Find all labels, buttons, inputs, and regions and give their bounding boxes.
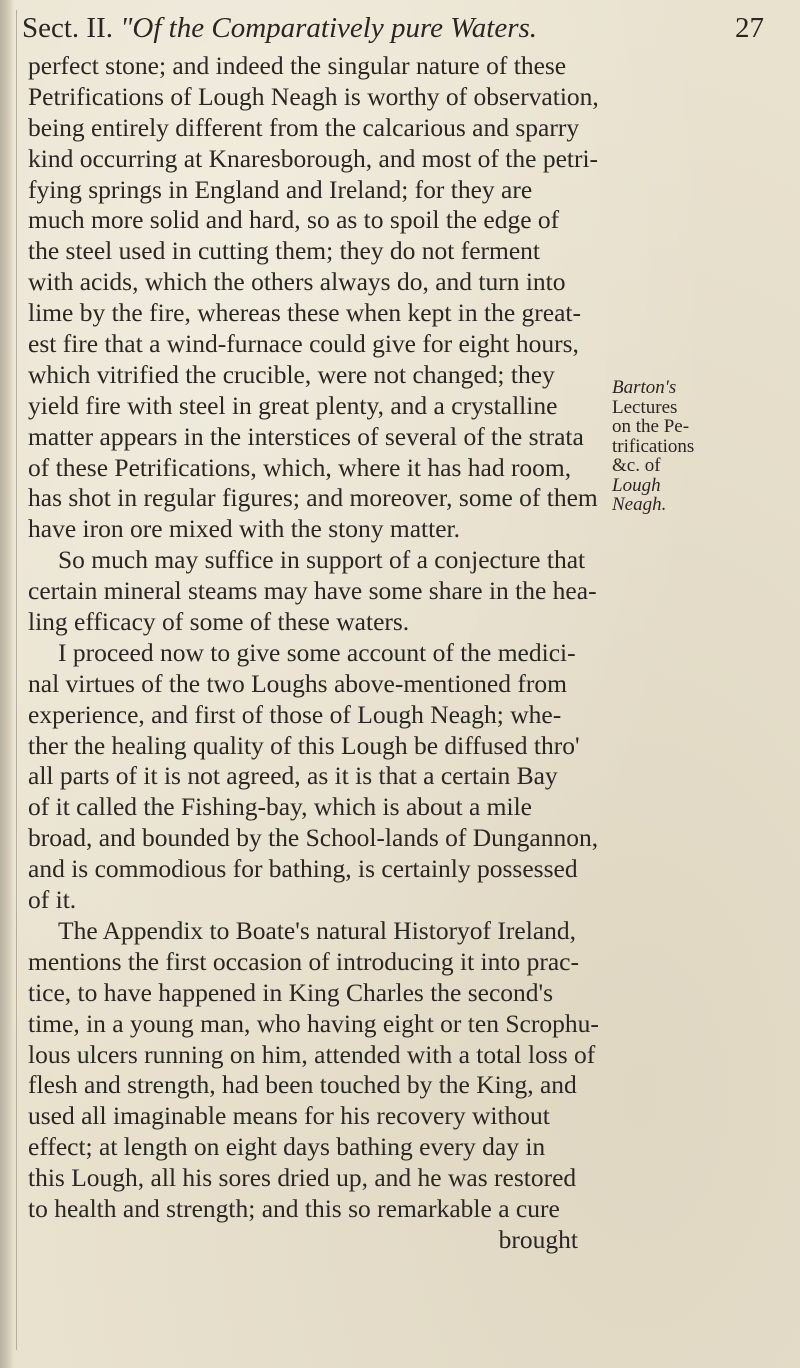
text-line: with acids, which the others always do, and turn into <box>28 267 566 297</box>
text-line: to health and strength; and this so remarkable a cure <box>28 1193 560 1223</box>
text-line: yield fire with steel in great plenty, and a crystalline <box>28 390 558 420</box>
text-line: flesh and strength, had been touched by the King, and <box>28 1070 577 1100</box>
text-line: used all imaginable means for his recovery without <box>28 1101 550 1131</box>
text-line: lous ulcers running on him, attended with a total loss of <box>28 1039 596 1069</box>
margin-note-line: Lough <box>612 474 661 496</box>
text-line: has shot in regular figures; and moreover, some of them <box>28 483 598 513</box>
text-line: of it called the Fishing-bay, which is about a mile <box>28 792 532 822</box>
text-line: lime by the fire, whereas these when kept in the great- <box>28 298 581 328</box>
text-line: and is commodious for bathing, is certainly possessed <box>28 854 578 884</box>
text-line: kind occurring at Knaresborough, and most of the petri- <box>28 143 599 173</box>
text-line: brought <box>498 1224 578 1254</box>
text-line: all parts of it is not agreed, as it is that a certain Bay <box>28 761 558 791</box>
page-number: 27 <box>735 12 764 44</box>
text-line: time, in a young man, who having eight or ten Scrophu- <box>28 1008 599 1038</box>
margin-note-line: Lectures <box>612 396 678 418</box>
text-line: experience, and first of those of Lough Neagh; whe- <box>28 699 562 729</box>
text-line: So much may suffice in support of a conjecture that <box>58 545 586 575</box>
text-line: tice, to have happened in King Charles the second's <box>28 977 554 1007</box>
text-line: of these Petrifications, which, where it has had room, <box>28 452 572 482</box>
text-line: perfect stone; and indeed the singular nature of these <box>28 51 567 80</box>
text-line: nal virtues of the two Loughs above-mentioned from <box>28 668 567 698</box>
running-head-title: "Of the Comparatively pure Waters. <box>120 12 538 44</box>
text-line: of it. <box>28 885 77 915</box>
text-line: Petrifications of Lough Neagh is worthy of observation, <box>28 81 599 111</box>
text-line: I proceed now to give some account of the medici- <box>58 637 576 667</box>
margin-note-line: on the Pe- <box>612 416 690 437</box>
running-head <box>22 12 537 45</box>
page-header <box>22 10 782 50</box>
text-line: certain mineral steams may have some share in the hea- <box>28 576 597 606</box>
margin-note <box>612 378 792 515</box>
text-line: ling efficacy of some of these waters. <box>28 607 410 637</box>
margin-note-line: Neagh. <box>612 494 667 515</box>
text-line: being entirely different from the calcarious and sparry <box>28 112 580 142</box>
text-line: have iron ore mixed with the stony matter. <box>28 514 460 544</box>
running-head-section: Sect. II. <box>22 12 121 44</box>
page-gutter-shadow <box>0 0 14 1368</box>
text-line: this Lough, all his sores dried up, and he was restored <box>28 1163 577 1193</box>
text-line: fying springs in England and Ireland; for they are <box>28 174 533 204</box>
text-line: effect; at length on eight days bathing every day in <box>28 1132 546 1162</box>
text-line: est fire that a wind-furnace could give for eight hours, <box>28 329 579 359</box>
text-line: mentions the first occasion of introducing it into prac- <box>28 946 579 976</box>
text-line: ther the healing quality of this Lough be diffused thro' <box>28 730 580 760</box>
text-line: matter appears in the interstices of several of the strata <box>28 421 584 451</box>
margin-note-line: &c. of <box>612 455 661 476</box>
page-edge-line <box>16 10 17 1350</box>
text-line: which vitrified the crucible, were not changed; they <box>28 359 555 389</box>
body-text <box>28 51 608 1256</box>
text-line: much more solid and hard, so as to spoil the edge of <box>28 205 560 235</box>
margin-note-line: Barton's <box>612 377 677 398</box>
margin-note-line: trifications <box>612 435 695 457</box>
text-line: The Appendix to Boate's natural Historyof Ireland, <box>58 915 577 945</box>
text-line: broad, and bounded by the School-lands of Dungannon, <box>28 823 599 853</box>
text-line: the steel used in cutting them; they do not ferment <box>28 236 541 266</box>
